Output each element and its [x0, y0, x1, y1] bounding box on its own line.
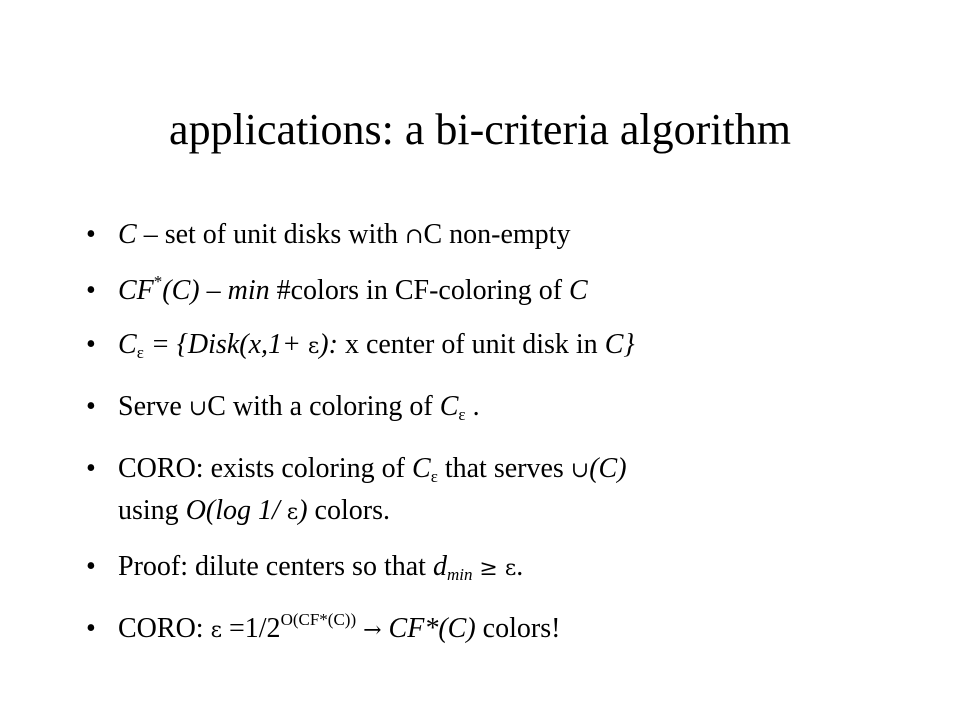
bullet-2: • CF*(C) – min #colors in CF-coloring of C [86, 272, 588, 306]
bullet-dot-icon: • [86, 219, 96, 250]
bullet-dot-icon: • [86, 329, 96, 360]
bullet-4: • Serve ∪C with a coloring of $C_\varepsilon$ . [86, 391, 480, 424]
bullet-dot-icon: • [86, 453, 96, 484]
bullet-dot-icon: • [86, 275, 96, 306]
bullet-dot-icon: • [86, 551, 96, 582]
bullet-6: • Proof: dilute centers so that $d_{min} \ge \varepsilon$. [86, 551, 524, 584]
right-arrow-icon: → [356, 618, 389, 643]
bullet-dot-icon: • [86, 613, 96, 644]
slide-title: applications: a bi-criteria algorithm [169, 105, 791, 154]
bullet-7: • CORO: $\varepsilon =1/2^{O(CF*(C))} \to CF*(C)$ colors! [86, 610, 561, 644]
bullet-5: • CORO: exists coloring of $C_\varepsilon$ that serves ∪(C) using O(log 1/ ε) colors. [86, 453, 627, 526]
bullet-dot-icon: • [86, 391, 96, 422]
bullet-1: • C – set of unit disks with ∩C non-empty [86, 219, 571, 250]
bullet-list [86, 218, 906, 668]
bullet-3: • $C_\varepsilon$ = {Disk(x,1+ ε): x center of unit disk in C} [86, 329, 635, 362]
